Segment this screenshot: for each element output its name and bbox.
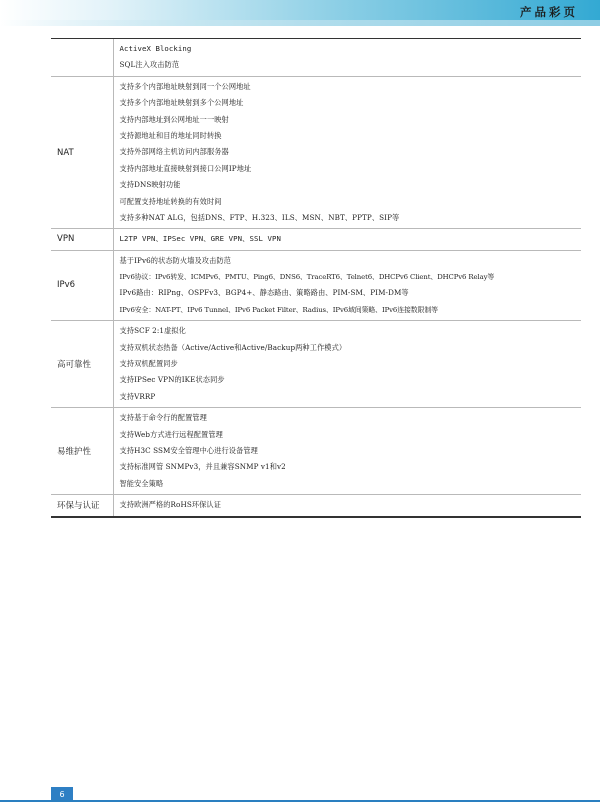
- spec-item: 支持多种NAT ALG，包括DNS、FTP、H.323、ILS、MSN、NBT、PPTP、SIP等: [119, 212, 400, 222]
- row-label: IPv6: [51, 250, 113, 321]
- spec-item: 支持Web方式进行远程配置管理: [119, 429, 223, 439]
- spec-item: 支持源地址和目的地址同时转换: [119, 130, 222, 140]
- spec-item: 支持VRRP: [119, 391, 156, 401]
- spec-item: 支持双机配置同步: [119, 359, 178, 369]
- spec-item: 支持H3C SSM安全管理中心进行设备管理: [119, 445, 258, 455]
- spec-item: 可配置支持地址转换的有效时间: [119, 196, 222, 206]
- spec-item: ActiveX Blocking: [119, 44, 192, 53]
- row-label: VPN: [51, 229, 113, 250]
- spec-item: 支持多个内部地址映射到同一个公网地址: [119, 81, 251, 91]
- spec-row-maintainability: [51, 408, 581, 495]
- spec-item: 支持SCF 2:1虚拟化: [119, 326, 186, 336]
- spec-row-vpn: [51, 229, 581, 250]
- row-content: [113, 76, 581, 229]
- row-label: NAT: [51, 76, 113, 229]
- spec-row-nat: [51, 76, 581, 229]
- row-content: [113, 321, 581, 408]
- spec-item: 支持内部地址直接映射到接口公网IP地址: [119, 163, 252, 173]
- spec-item: 支持DNS映射功能: [119, 180, 181, 190]
- spec-item: 支持内部地址到公网地址一一映射: [119, 114, 229, 124]
- row-content: [113, 408, 581, 495]
- spec-item: 基于IPv6的状态防火墙及攻击防范: [119, 255, 231, 265]
- spec-row-ipv6: [51, 250, 581, 321]
- spec-item: 支持基于命令行的配置管理: [119, 413, 207, 423]
- row-label: [51, 39, 113, 77]
- spec-item: 支持标准网管 SNMPv3，并且兼容SNMP v1和v2: [119, 462, 286, 472]
- spec-item: 智能安全策略: [119, 478, 164, 488]
- spec-item: 支持外部网络主机访问内部服务器: [119, 147, 229, 157]
- spec-item: 支持多个内部地址映射到多个公网地址: [119, 98, 244, 108]
- spec-item: IPv6协议：IPv6转发、ICMPv6、PMTU、Ping6、DNS6、TraceRT6、Telnet6、DHCPv6 Client、DHCPv6 Relay等: [119, 273, 495, 282]
- row-label: 高可靠性: [51, 321, 113, 408]
- spec-table: [51, 38, 581, 518]
- row-content: [113, 39, 581, 77]
- spec-item: SQL注入攻击防范: [119, 60, 180, 70]
- row-content: [113, 250, 581, 321]
- spec-row-reliability: [51, 321, 581, 408]
- row-content: [113, 229, 581, 250]
- header-bar: [0, 0, 600, 26]
- page-header-title: 产品彩页: [520, 5, 578, 19]
- row-label: 环保与认证: [51, 495, 113, 517]
- row-content: [113, 495, 581, 517]
- spec-row-certification: [51, 495, 581, 517]
- spec-item: L2TP VPN、IPSec VPN、GRE VPN、SSL VPN: [119, 234, 281, 244]
- spec-item: 支持双机状态热备（Active/Active和Active/Backup两种工作模式）: [119, 342, 347, 352]
- footer-line: [0, 800, 600, 802]
- spec-item: 支持IPSec VPN的IKE状态同步: [119, 375, 225, 385]
- header-shade: [0, 20, 600, 26]
- row-label: 易维护性: [51, 408, 113, 495]
- spec-item: IPv6安全：NAT-PT、IPv6 Tunnel、IPv6 Packet Filter、Radius、IPv6域间策略、IPv6连接数限制等: [119, 305, 438, 314]
- spec-row-security: [51, 39, 581, 77]
- spec-item: IPv6路由：RIPng、OSPFv3、BGP4+、静态路由、策略路由、PIM-SM、PIM-DM等: [119, 288, 409, 298]
- spec-item: 支持欧洲严格的RoHS环保认证: [119, 500, 221, 510]
- page-number: 6: [51, 787, 73, 802]
